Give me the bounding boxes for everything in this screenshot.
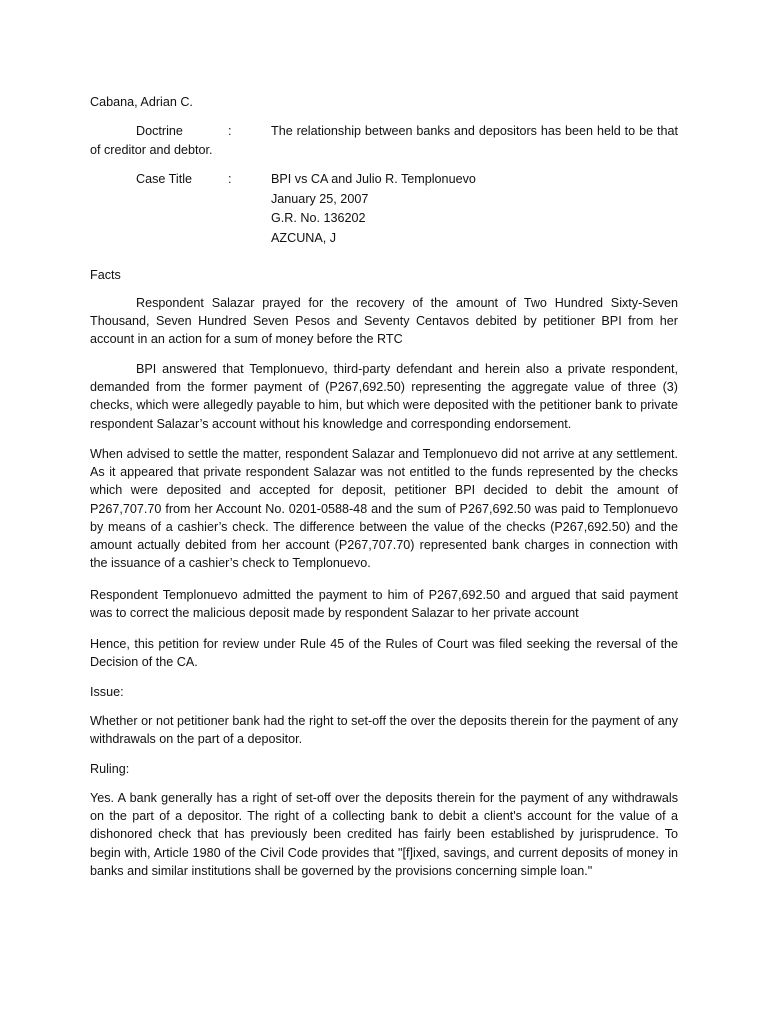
- author-name: Cabana, Adrian C.: [90, 95, 193, 109]
- case-details: [271, 170, 476, 248]
- case-title-label: Case Title: [136, 172, 192, 186]
- doctrine-text-line2: of creditor and debtor.: [90, 143, 213, 157]
- case-title-colon: :: [228, 172, 232, 186]
- ruling-heading: Ruling:: [90, 762, 130, 776]
- doctrine-text-line1: The relationship between banks and depositors has been held to be that: [271, 124, 678, 138]
- case-title-row: [90, 170, 678, 250]
- case-gr-number: G.R. No. 136202: [271, 211, 366, 225]
- doctrine-colon: :: [228, 124, 232, 138]
- facts-paragraph-3: When advised to settle the matter, respondent Salazar and Templonuevo did not arrive at any settlement. As it appeared that private respondent Salazar was not entitled to the funds represented by the checks which were deposited and accepted for deposit, petitioner BPI decided to debit the amount of P267,707.70 from her Account No. 0201-0588-48 and the sum of P267,692.50 was paid to Templonuevo by means of a cashier’s check. The difference between the value of the checks (P267,692.50) and the amount actually debited from her account (P267,707.70) represented bank charges in connection with the issuance of a cashier’s check to Templonuevo.: [90, 447, 678, 571]
- case-ponente: AZCUNA, J: [271, 230, 337, 245]
- facts-paragraph-1: Respondent Salazar prayed for the recovery of the amount of Two Hundred Sixty-Seven Thousand, Seven Hundred Seven Pesos and Seventy Centavos debited by petitioner BPI from her account in an action for a sum of money before the RTC: [90, 296, 678, 347]
- case-date: January 25, 2007: [271, 191, 369, 206]
- ruling-text: Yes. A bank generally has a right of set-off over the deposits therein for the payment of any withdrawals on the part of a depositor. The right of a collecting bank to debit a client's account for the value of a dishonored check that has previously been credited has fairly been established by jurisprudence. To begin with, Article 1980 of the Civil Code provides that "[f]ixed, savings, and current deposits of money in banks and similar institutions shall be governed by the provisions concerning simple loan.": [90, 791, 678, 878]
- facts-heading: Facts: [90, 268, 121, 282]
- case-title: BPI vs CA and Julio R. Templonuevo: [271, 172, 476, 186]
- facts-paragraph-5: Hence, this petition for review under Rule 45 of the Rules of Court was filed seeking the reversal of the Decision of the CA.: [90, 637, 678, 670]
- issue-text: Whether or not petitioner bank had the right to set-off the over the deposits therein for the payment of any withdrawals on the part of a depositor.: [90, 714, 678, 747]
- doctrine-label: Doctrine: [136, 124, 183, 138]
- issue-heading: Issue:: [90, 685, 124, 699]
- facts-paragraph-4: Respondent Templonuevo admitted the payment to him of P267,692.50 and argued that said payment was to correct the malicious deposit made by respondent Salazar to her private account: [90, 588, 678, 621]
- facts-paragraph-2: BPI answered that Templonuevo, third-party defendant and herein also a private respondent, demanded from the former payment of (P267,692.50) representing the aggregate value of three (3) checks, which were allegedly payable to him, but which were deposited with the petitioner bank to private respondent Salazar’s account without his knowledge and corresponding endorsement.: [90, 362, 678, 431]
